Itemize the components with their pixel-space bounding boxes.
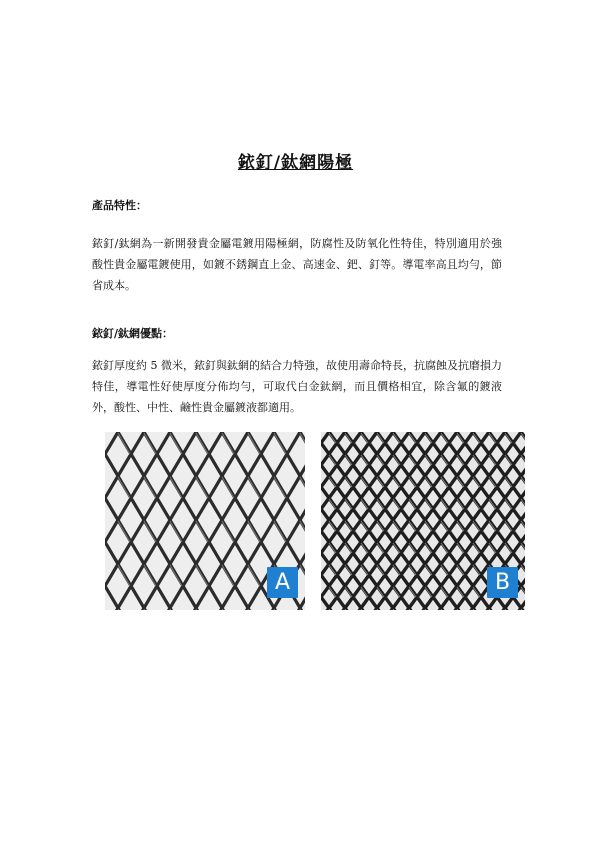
features-paragraph: 銥釘/鈦網為一新開發貴金屬電鍍用陽極網，防腐性及防氧化性特佳，特別適用於強酸性貴金屬電鍍使用，如鍍不銹鋼直上金、高速金、鈀、釘等。導電率高且均勻，節省成本。	[92, 237, 502, 292]
label-badge-a: A	[267, 567, 298, 598]
mesh-comparison-figure	[105, 432, 525, 610]
advantages-paragraph: 銥釘厚度約 5 微米，銥釘與鈦網的結合力特強，故使用壽命特長，抗腐蝕及抗磨損力特佳，導電性好使厚度分佈均勻，可取代白金鈦網，而且價格相宜，除含氟的鍍液外，酸性、中性、鹼性貴金屬鍍液都適用。	[92, 359, 502, 414]
mesh-image-b	[321, 432, 525, 610]
section-heading-features: 產品特性：	[92, 199, 147, 212]
label-badge-b: B	[487, 567, 518, 598]
mesh-image-a	[105, 432, 305, 610]
page-title: 銥釘/鈦網陽極	[237, 153, 354, 173]
section-heading-advantages: 銥釘/鈦網優點：	[92, 327, 174, 340]
